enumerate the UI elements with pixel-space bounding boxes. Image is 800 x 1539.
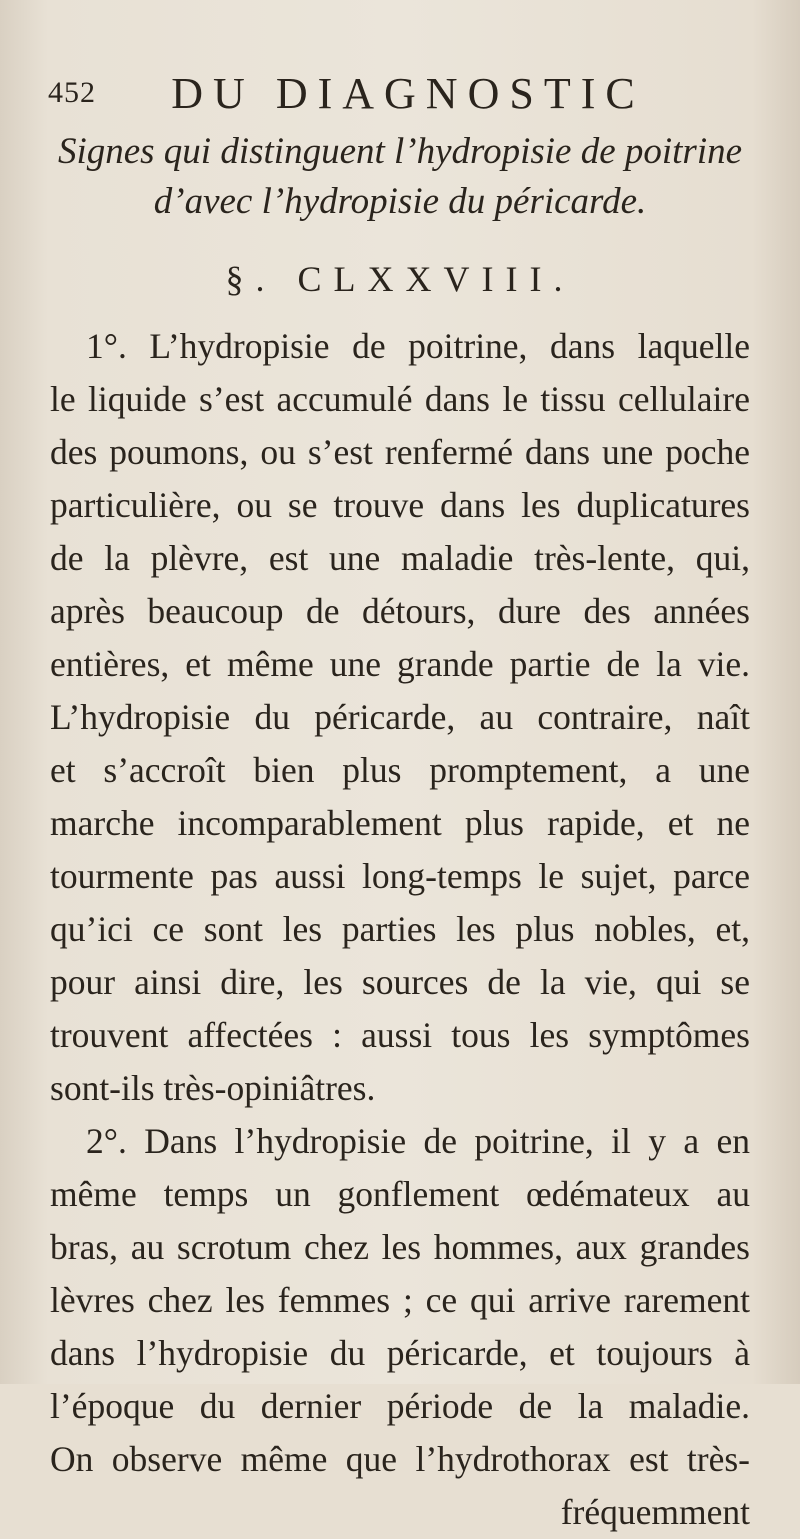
catchword: fréquemment [560,1492,750,1532]
body-text [50,320,750,1539]
text-line: des poumons, ou s’est renfermé dans une poche [50,432,750,472]
page-header [48,68,768,118]
text-line: entières, et même une grande partie de la vie. [50,644,750,684]
text-line: 1°. L’hydropisie de poitrine, dans laquelle [86,326,750,366]
text-line: de la plèvre, est une maladie très-lente, qui, [50,538,750,578]
text-line: sont-ils très-opiniâtres. [50,1068,376,1108]
text-line: trouvent affectées : aussi tous les symptômes [50,1015,750,1055]
text-line: On observe même que l’hydrothorax est très- [50,1439,750,1479]
subtitle-line-1: Signes qui distinguent l’hydropisie de poitrine [57,131,743,172]
text-line: marche incomparablement plus rapide, et ne [50,803,750,843]
text-line: lèvres chez les femmes ; ce qui arrive rarement [50,1280,750,1320]
running-title: DU DIAGNOSTIC [171,69,645,118]
text-line: bras, au scrotum chez les hommes, aux grandes [50,1227,750,1267]
text-line: 2°. Dans l’hydropisie de poitrine, il y a en [86,1121,750,1161]
text-line: qu’ici ce sont les parties les plus nobles, et, [50,909,750,949]
text-line: l’époque du dernier période de la maladie. [50,1386,750,1426]
text-line: tourmente pas aussi long-temps le sujet, parce [50,856,750,896]
text-line: dans l’hydropisie du péricarde, et toujours à [50,1333,750,1373]
paragraph-1 [50,320,750,1115]
text-line: L’hydropisie du péricarde, au contraire, naît [50,697,750,737]
subtitle-line-2: d’avec l’hydropisie du péricarde. [153,181,647,222]
text-line: et s’accroît bien plus promptement, a une [50,750,750,790]
page-number: 452 [48,76,96,109]
section-heading: §. CLXXVIII. [225,259,575,299]
text-line: après beaucoup de détours, dure des années [50,591,750,631]
text-line: le liquide s’est accumulé dans le tissu cellulaire [50,379,750,419]
text-line: même temps un gonflement œdémateux au [50,1174,750,1214]
text-line: particulière, ou se trouve dans les duplicatures [50,485,750,525]
text-line: pour ainsi dire, les sources de la vie, qui se [50,962,750,1002]
paragraph-2 [50,1115,750,1539]
